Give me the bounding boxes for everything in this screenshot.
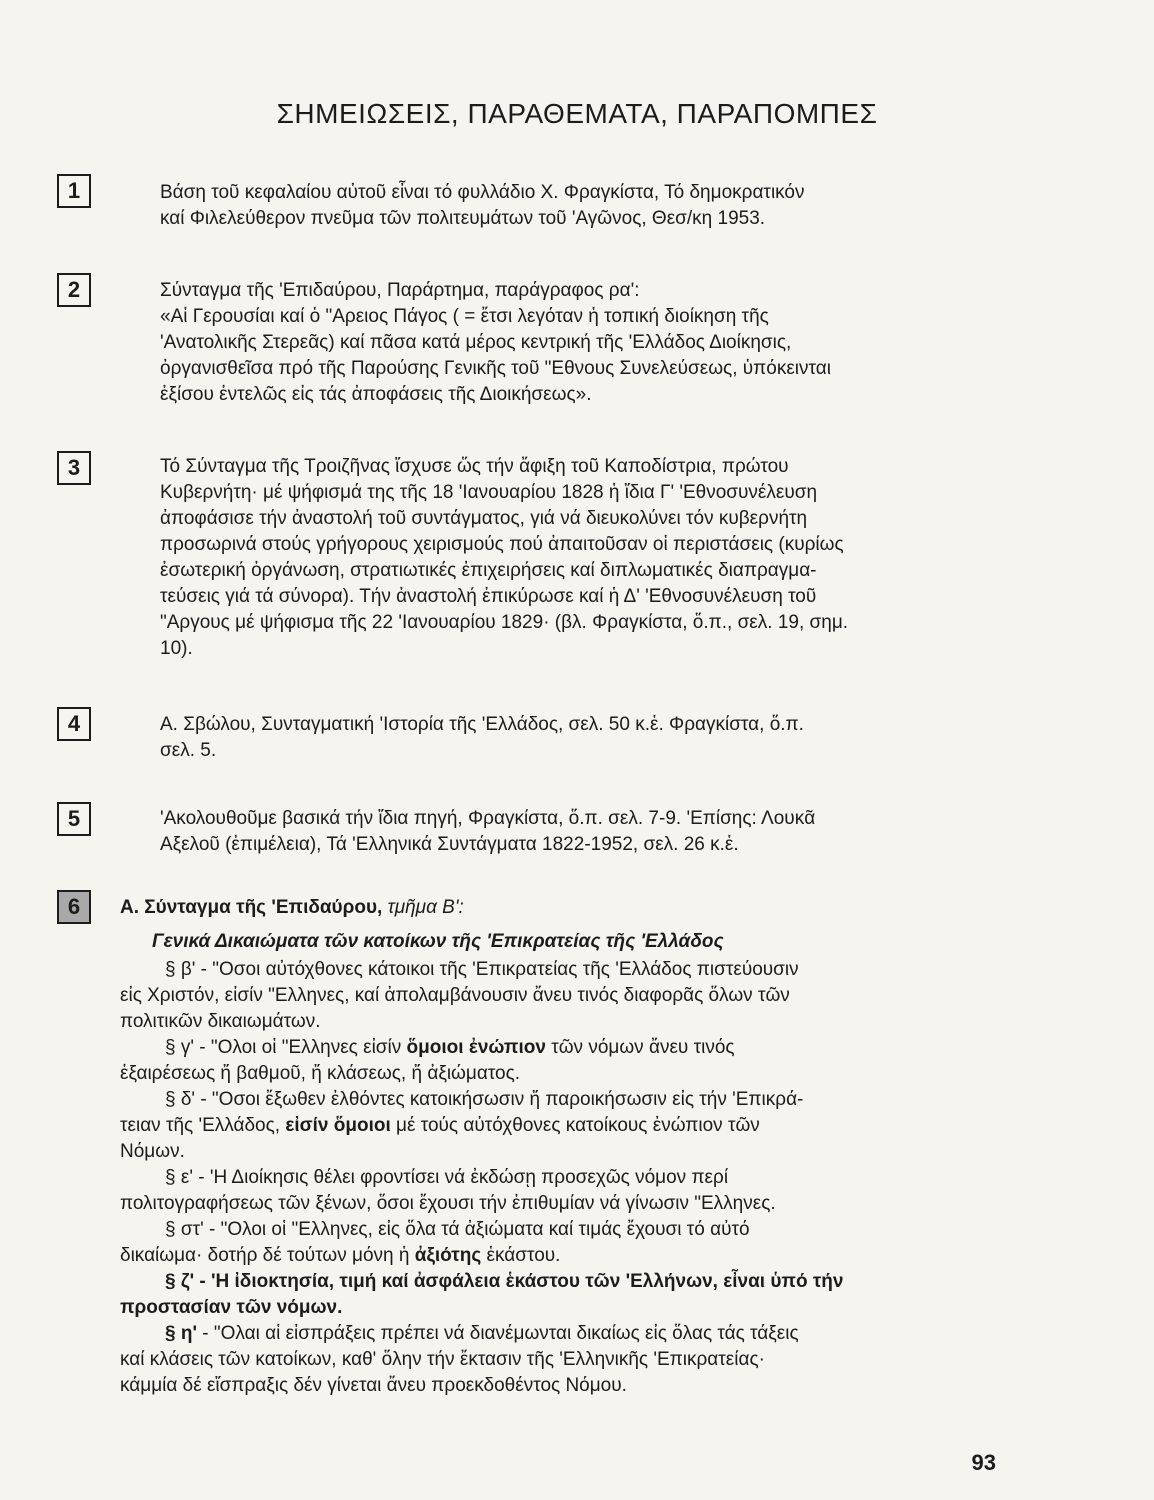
section-beta-line3: πολιτικῶν δικαιωμάτων. — [120, 1011, 321, 1032]
note-number-box — [57, 707, 91, 741]
zeta-bold1: 'Η ἰδιοκτησία, τιμή καί ἀσφάλεια ἑκάστου τῶν 'Ελλήνων, εἶναι ὑπό τήν — [211, 1271, 844, 1292]
note-line: Σύνταγμα τῆς 'Επιδαύρου, Παράρτημα, παράγραφος ρα': — [160, 280, 640, 301]
st-bold: ἀξιότης — [414, 1245, 482, 1266]
note-4 — [160, 712, 998, 764]
note-1 — [160, 180, 998, 232]
section-st-line2 — [120, 1243, 998, 1269]
note-6 — [120, 895, 998, 1399]
delta-post: μέ τούς αὐτόχθονες κατοίκους ἐνώπιον τῶν — [396, 1115, 760, 1136]
section-eta-line3: κάμμία δέ εἴσπραξις δέν γίνεται ἄνευ προεκδοθέντος Νόμου. — [120, 1375, 627, 1396]
section-epsilon-line1: § ε' - 'Η Διοίκησις θέλει φροντίσει νά ἐκδώσῃ προσεχῶς νόμον περί — [165, 1167, 729, 1188]
section-eta-line2: καί κλάσεις τῶν κατοίκων, καθ' ὅλην τήν ἔκτασιν τῆς 'Ελληνικῆς 'Επικρατείας· — [120, 1349, 765, 1370]
note-line: ἐσωτερική ὀργάνωση, στρατιωτικές ἐπιχειρήσεις καί διπλωματικές διαπραγμα- — [160, 560, 817, 581]
note-line: 10). — [160, 638, 193, 659]
gamma-bold: ὅμοιοι ἐνώπιον — [406, 1037, 546, 1058]
note-line: ὀργανισθεῖσα πρό τῆς Παρούσης Γενικῆς τοῦ "Εθνους Συνελεύσεως, ὑπόκεινται — [160, 358, 831, 379]
note-2 — [160, 278, 998, 408]
eta-text: - "Ολαι αἱ εἰσπράξεις πρέπει νά διανέμωνται δικαίως εἰς ὅλας τάς τάξεις — [202, 1323, 799, 1344]
note-line: "Αργους μέ ψήφισμα τῆς 22 'Ιανουαρίου 1829· (βλ. Φραγκίστα, ὅ.π., σελ. 19, σημ. — [160, 612, 849, 633]
section-eta-line1 — [120, 1321, 998, 1347]
note-6-heading — [120, 895, 998, 921]
note-line: καί Φιλελεύθερον πνεῦμα τῶν πολιτευμάτων τοῦ 'Αγῶνος, Θεσ/κη 1953. — [160, 208, 766, 229]
section-gamma-line2: ἐξαιρέσεως ἤ βαθμοῦ, ἤ κλάσεως, ἤ ἀξιώματος. — [120, 1063, 521, 1084]
note-line: Βάση τοῦ κεφαλαίου αὐτοῦ εἶναι τό φυλλάδιο Χ. Φραγκίστα, Τό δημοκρατικόν — [160, 182, 805, 203]
section-beta-line2: εἰς Χριστόν, εἰσίν "Ελληνες, καί ἀπολαμβάνουσιν ἄνευ τινός διαφορᾶς ὅλων τῶν — [120, 985, 790, 1006]
note-number: 1 — [67, 178, 81, 203]
note-5 — [160, 806, 998, 858]
section-delta-line1: § δ' - "Οσοι ἔξωθεν ἐλθόντες κατοικήσωσιν ἤ παροικήσωσιν εἰς τήν 'Επικρά- — [165, 1089, 804, 1110]
note-6-subheading: Γενικά Δικαιώματα τῶν κατοίκων τῆς 'Επικρατείας τῆς 'Ελλάδος — [152, 931, 724, 952]
note-line: σελ. 5. — [160, 740, 217, 761]
note-line: 'Ανατολικῆς Στερεᾶς) καί πᾶσα κατά μέρος κεντρική τῆς 'Ελλάδος Διοίκησις, — [160, 332, 792, 353]
note-line: Αξελοῦ (ἐπιμέλεια), Τά 'Ελληνικά Συντάγματα 1822-1952, σελ. 26 κ.ἑ. — [160, 834, 739, 855]
section-delta-line2 — [120, 1113, 998, 1139]
heading-italic: τμῆμα Β': — [387, 897, 464, 918]
delta-pre: τειαν τῆς 'Ελλάδος, — [120, 1115, 281, 1136]
st-pre: δικαίωμα· δοτήρ δέ τούτων μόνη ἡ — [120, 1245, 410, 1266]
note-number-box — [57, 273, 91, 307]
note-line: προσωρινά στούς γρήγορους χειρισμούς πού ἀπαιτοῦσαν οἱ περιστάσεις (κυρίως — [160, 534, 844, 555]
note-line: ἀποφάσισε τήν ἀναστολή τοῦ συντάγματος, γιά νά διευκολύνει τόν κυβερνήτη — [160, 508, 808, 529]
eta-pre: § η' — [165, 1323, 197, 1344]
page-number: 93 — [971, 1450, 996, 1475]
note-line: Τό Σύνταγμα τῆς Τροιζῆνας ἴσχυσε ὥς τήν ἄφιξη τοῦ Καποδίστρια, πρώτου — [160, 456, 789, 477]
st-post: ἑκάστου. — [486, 1245, 561, 1266]
section-zeta-line1 — [120, 1269, 998, 1295]
note-line: 'Ακολουθοῦμε βασικά τήν ἴδια πηγή, Φραγκίστα, ὅ.π. σελ. 7-9. 'Επίσης: Λουκᾶ — [160, 808, 816, 829]
heading-bold: Α. Σύνταγμα τῆς 'Επιδαύρου, — [120, 897, 383, 918]
page-title: ΣΗΜΕΙΩΣΕΙΣ, ΠΑΡΑΘΕΜΑΤΑ, ΠΑΡΑΠΟΜΠΕΣ — [276, 98, 878, 129]
note-line: «Αἱ Γερουσίαι καί ὁ "Αρειος Πάγος ( = ἔτσι λεγόταν ἡ τοπική διοίκηση τῆς — [160, 306, 769, 327]
zeta-pre: § ζ' - — [165, 1271, 206, 1292]
note-3 — [160, 454, 998, 662]
note-number: 4 — [67, 711, 81, 736]
note-number: 3 — [67, 455, 81, 480]
note-number-box — [57, 890, 91, 924]
section-delta-line3: Νόμων. — [120, 1141, 185, 1162]
section-st-line1: § στ' - "Ολοι οἱ "Ελληνες, εἰς ὅλα τά ἀξιώματα καί τιμάς ἔχουσι τό αὐτό — [165, 1219, 750, 1240]
note-line: τεύσεις γιά τά σύνορα). Τήν ἀναστολή ἐπικύρωσε καί ἡ Δ' 'Εθνοσυνέλευση τοῦ — [160, 586, 817, 607]
note-number-box — [57, 802, 91, 836]
note-number-box — [57, 451, 91, 485]
note-number: 5 — [67, 806, 81, 831]
note-number-box — [57, 174, 91, 208]
gamma-pre: § γ' - "Ολοι οἱ "Ελληνες εἰσίν — [165, 1037, 402, 1058]
section-gamma — [120, 1035, 998, 1061]
delta-bold: εἰσίν ὅμοιοι — [285, 1115, 391, 1136]
note-number: 6 — [67, 894, 81, 919]
note-line: Κυβερνήτη· μέ ψήφισμά της τῆς 18 'Ιανουαρίου 1828 ἡ ἴδια Γ' 'Εθνοσυνέλευση — [160, 482, 818, 503]
note-number: 2 — [67, 277, 81, 302]
section-epsilon-line2: πολιτογραφήσεως τῶν ξένων, ὅσοι ἔχουσι τήν ἐπιθυμίαν νά γίνωσιν "Ελληνες. — [120, 1193, 776, 1214]
note-line: ἐξίσου ἐντελῶς εἰς τάς ἀποφάσεις τῆς Διοικήσεως». — [160, 384, 592, 405]
section-zeta-line2: προστασίαν τῶν νόμων. — [120, 1297, 343, 1318]
gamma-post: τῶν νόμων ἄνευ τινός — [551, 1037, 735, 1058]
section-beta-line1: § β' - "Οσοι αὐτόχθονες κάτοικοι τῆς 'Επικρατείας τῆς 'Ελλάδος πιστεύουσιν — [165, 959, 799, 980]
note-line: Α. Σβώλου, Συνταγματική 'Ιστορία τῆς 'Ελλάδος, σελ. 50 κ.ἑ. Φραγκίστα, ὅ.π. — [160, 714, 804, 735]
